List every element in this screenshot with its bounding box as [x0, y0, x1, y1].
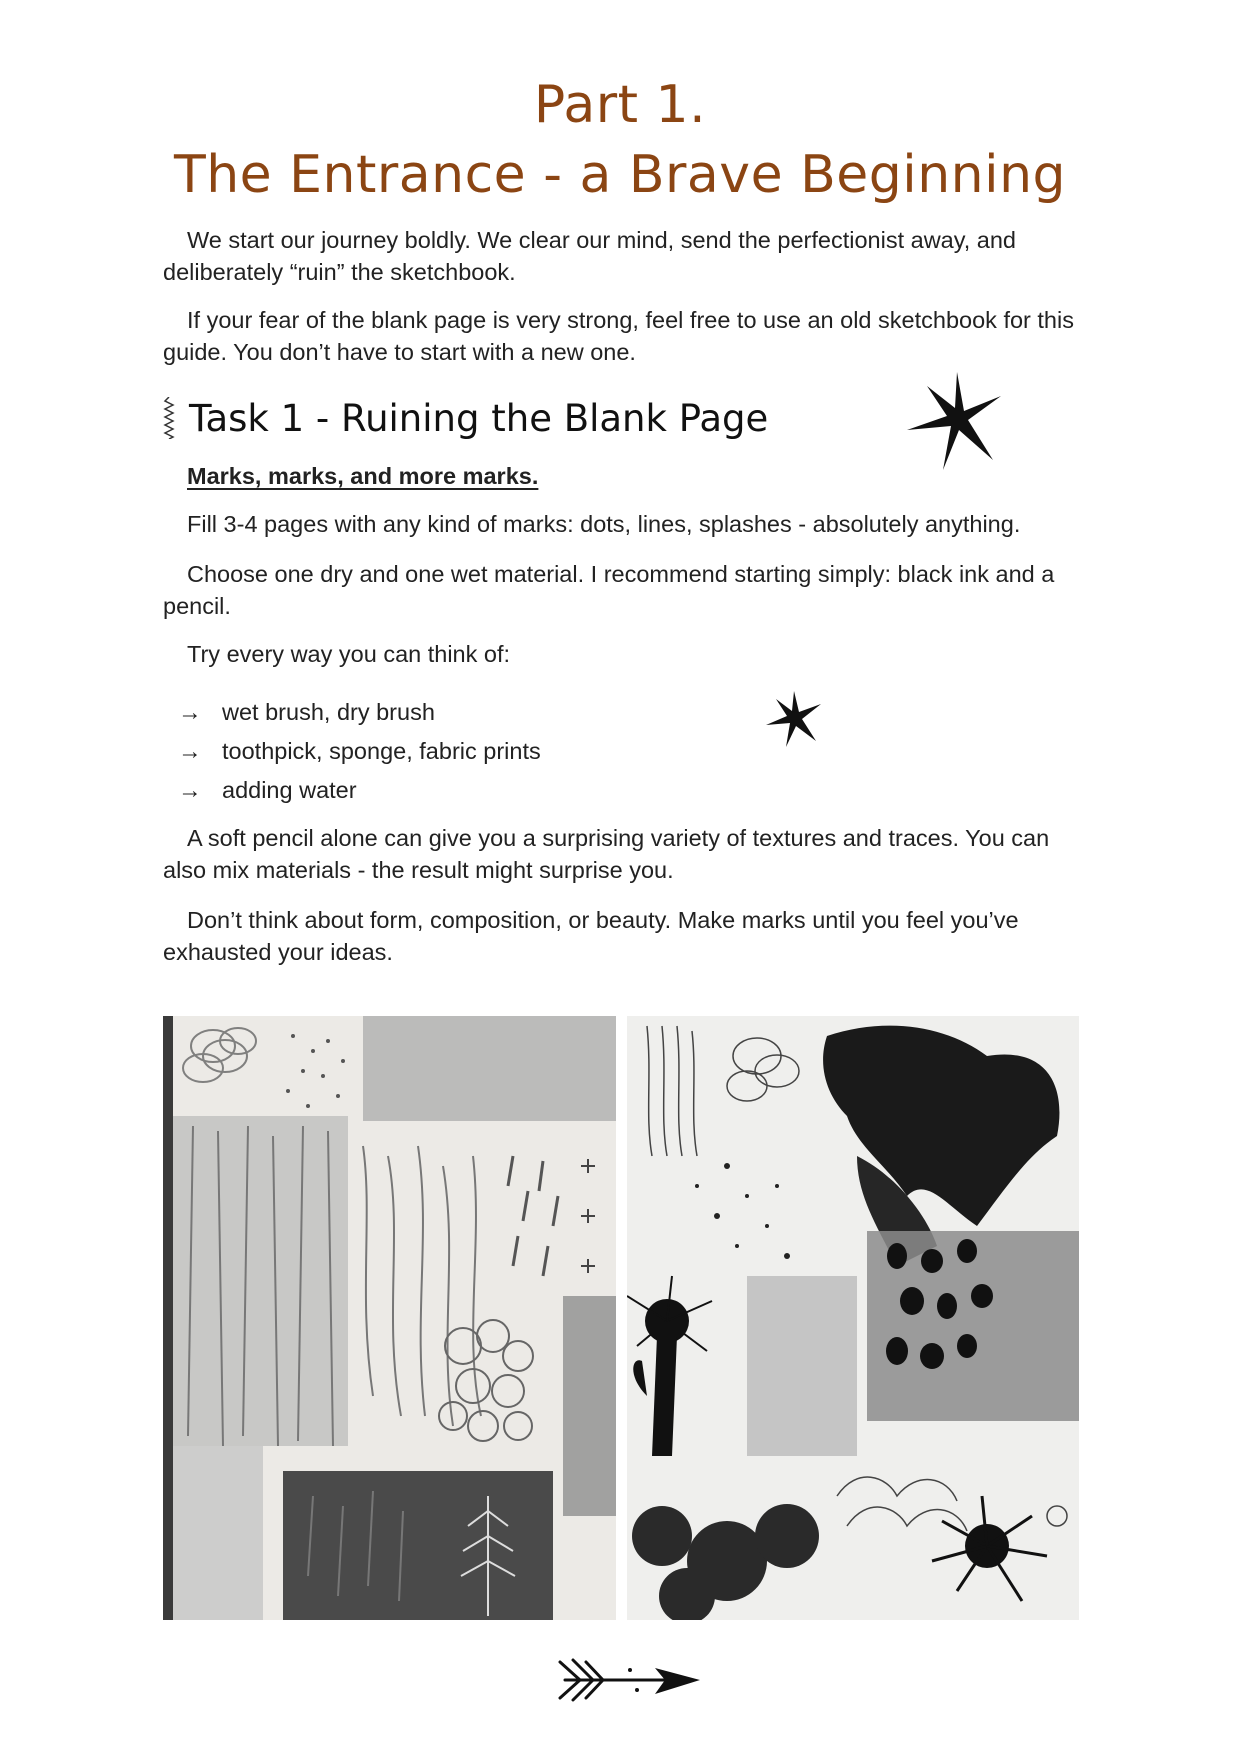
task-title: Task 1 - Ruining the Blank Page	[189, 396, 769, 440]
list-item	[178, 771, 541, 810]
arrow-right-icon	[555, 1650, 705, 1710]
intro-paragraph-2: If your fear of the blank page is very strong, feel free to use an old sketchbook for this guide. You don’t have to start with a new one.	[163, 307, 1074, 365]
pencil-marks-photo	[163, 1016, 616, 1620]
intro-paragraph-1: We start our journey boldly. We clear our mind, send the perfectionist away, and deliberately “ruin” the sketchbook.	[163, 227, 1017, 285]
list-item-text: adding water	[222, 777, 357, 803]
page-title-main: The Entrance - a Brave Beginning	[173, 145, 1067, 205]
arrow-right-icon: →	[178, 777, 202, 803]
arrow-right-icon: →	[178, 738, 202, 764]
ink-marks-photo	[627, 1016, 1079, 1620]
task-paragraph-1: Fill 3-4 pages with any kind of marks: dots, lines, splashes - absolutely anything.	[187, 511, 1021, 537]
task-paragraph-5: Don’t think about form, composition, or beauty. Make marks until you feel you’ve exhausted your ideas.	[163, 907, 1019, 965]
task-heading	[163, 390, 768, 446]
task-paragraph-3: Try every way you can think of:	[187, 641, 511, 667]
task-paragraph-4: A soft pencil alone can give you a surprising variety of textures and traces. You can also mix materials - the result might surprise you.	[163, 825, 1050, 883]
page-title-part: Part 1.	[533, 75, 707, 135]
task-subtitle: Marks, marks, and more marks.	[187, 463, 539, 489]
list-item	[178, 732, 541, 771]
ink-star-icon	[905, 368, 1009, 472]
tools-list	[178, 693, 541, 810]
list-item-text: toothpick, sponge, fabric prints	[222, 738, 541, 764]
zigzag-bar-icon	[163, 397, 175, 439]
task-paragraph-2: Choose one dry and one wet material. I recommend starting simply: black ink and a pencil.	[163, 561, 1055, 619]
list-item-text: wet brush, dry brush	[222, 699, 435, 725]
arrow-right-icon: →	[178, 699, 202, 725]
ink-star-icon	[763, 688, 825, 750]
list-item	[178, 693, 541, 732]
